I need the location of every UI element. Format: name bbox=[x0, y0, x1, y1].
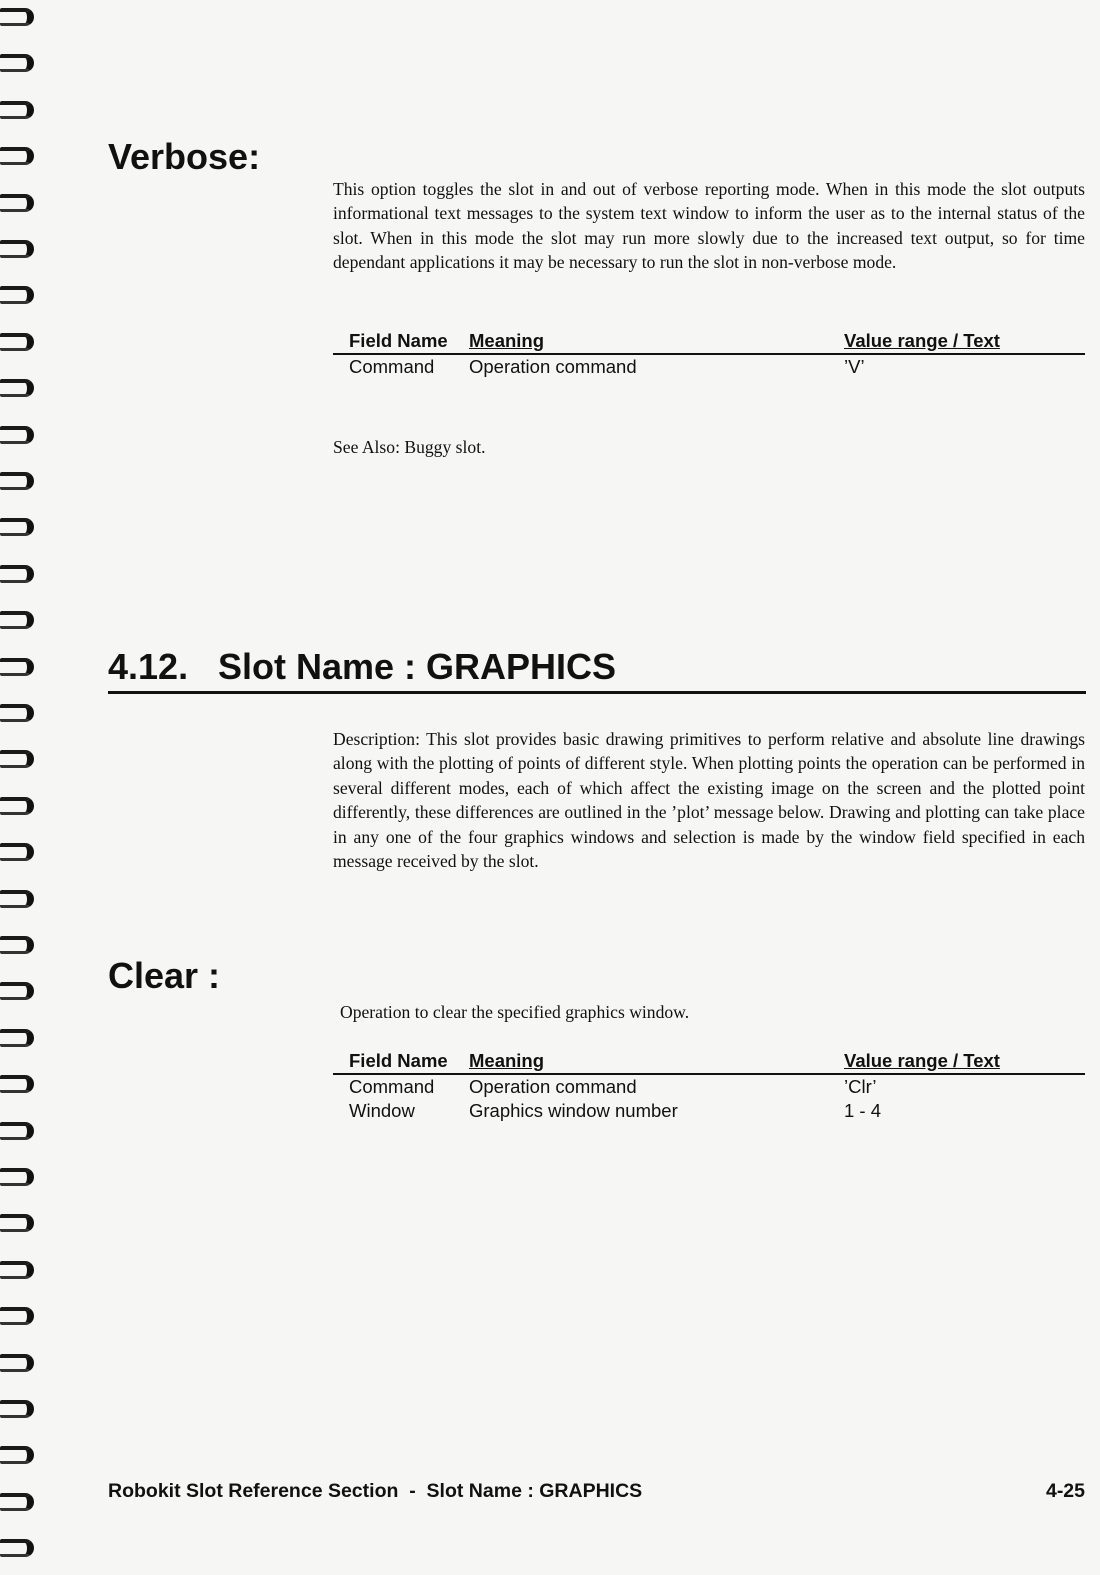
binding-ring bbox=[0, 1261, 34, 1279]
table-cell: Command bbox=[349, 356, 435, 377]
table-header-row bbox=[333, 330, 1085, 354]
clear-table bbox=[333, 1050, 1085, 1123]
binding-ring bbox=[0, 1493, 34, 1511]
column-header: Value range / Text bbox=[844, 330, 1085, 354]
verbose-table bbox=[333, 330, 1085, 379]
table-header-row bbox=[333, 1050, 1085, 1074]
binding-ring bbox=[0, 1307, 34, 1325]
binding-ring bbox=[0, 982, 34, 1000]
page-number: 4-25 bbox=[1045, 1480, 1085, 1502]
footer-title: Robokit Slot Reference Section - Slot Name : GRAPHICS bbox=[108, 1480, 643, 1502]
clear-heading: Clear : bbox=[108, 955, 221, 996]
table-cell: Operation command bbox=[469, 356, 637, 377]
binding-ring bbox=[0, 797, 34, 815]
column-header: Field Name bbox=[333, 1050, 469, 1074]
table-cell: ’Clr’ bbox=[844, 1076, 877, 1097]
clear-paragraph: Operation to clear the specified graphics window. bbox=[340, 1002, 690, 1022]
table-row bbox=[333, 1074, 1085, 1099]
table-cell: Graphics window number bbox=[469, 1100, 678, 1121]
binding-ring bbox=[0, 194, 34, 212]
binding-ring bbox=[0, 101, 34, 119]
table-row bbox=[333, 1099, 1085, 1123]
binding-ring bbox=[0, 1122, 34, 1140]
binding-ring bbox=[0, 565, 34, 583]
column-header: Field Name bbox=[333, 330, 469, 354]
binding-ring bbox=[0, 518, 34, 536]
binding-ring bbox=[0, 658, 34, 676]
binding-ring bbox=[0, 611, 34, 629]
table-row bbox=[333, 354, 1085, 379]
binding-ring bbox=[0, 843, 34, 861]
binding-ring bbox=[0, 286, 34, 304]
binding-ring bbox=[0, 426, 34, 444]
see-also-text: See Also: Buggy slot. bbox=[333, 437, 486, 457]
column-header: Meaning bbox=[469, 1050, 844, 1074]
table-cell: Operation command bbox=[469, 1076, 637, 1097]
table-cell: 1 - 4 bbox=[844, 1100, 882, 1121]
binding-ring bbox=[0, 1539, 34, 1557]
column-header: Meaning bbox=[469, 330, 844, 354]
description-paragraph: Description: This slot provides basic drawing primitives to perform relative and absolute line drawings along with the plotting of points of different style. When plotting points the operation can be performed in several different modes, each of which affect the existing image on the screen and the plotted point differently, these differences are outlined in the ’plot’ message below. Drawing and plotting can take place in any one of the four graphics windows and selection is made by the window field specified in each message received by the slot. bbox=[333, 729, 1085, 872]
section-number: 4.12. bbox=[108, 646, 189, 687]
binding-ring bbox=[0, 704, 34, 722]
verbose-heading: Verbose: bbox=[108, 136, 261, 177]
binding-ring bbox=[0, 750, 34, 768]
binding-ring bbox=[0, 1029, 34, 1047]
binding-ring bbox=[0, 147, 34, 165]
section-title: Slot Name : GRAPHICS bbox=[218, 646, 617, 687]
binding-ring bbox=[0, 1075, 34, 1093]
column-header: Value range / Text bbox=[844, 1050, 1085, 1074]
verbose-paragraph: This option toggles the slot in and out of verbose reporting mode. When in this mode the slot outputs informational text messages to the system text window to inform the user as to the internal status of the slot. When in this mode the slot may run more slowly due to the increased text output, so for time dependant applications it may be necessary to run the slot in non-verbose mode. bbox=[333, 179, 1085, 273]
binding-ring bbox=[0, 333, 34, 351]
binding-ring bbox=[0, 1446, 34, 1464]
table-cell: Window bbox=[349, 1100, 415, 1121]
binding-ring bbox=[0, 890, 34, 908]
binding-ring bbox=[0, 936, 34, 954]
binding-ring bbox=[0, 472, 34, 490]
binding-ring bbox=[0, 1214, 34, 1232]
table-cell: ’V’ bbox=[844, 356, 865, 377]
binding-ring bbox=[0, 1400, 34, 1418]
section-heading bbox=[108, 646, 1086, 694]
spiral-binding bbox=[0, 0, 40, 1575]
binding-ring bbox=[0, 1168, 34, 1186]
binding-ring bbox=[0, 240, 34, 258]
binding-ring bbox=[0, 1354, 34, 1372]
binding-ring bbox=[0, 379, 34, 397]
binding-ring bbox=[0, 8, 34, 26]
binding-ring bbox=[0, 54, 34, 72]
table-cell: Command bbox=[349, 1076, 435, 1097]
